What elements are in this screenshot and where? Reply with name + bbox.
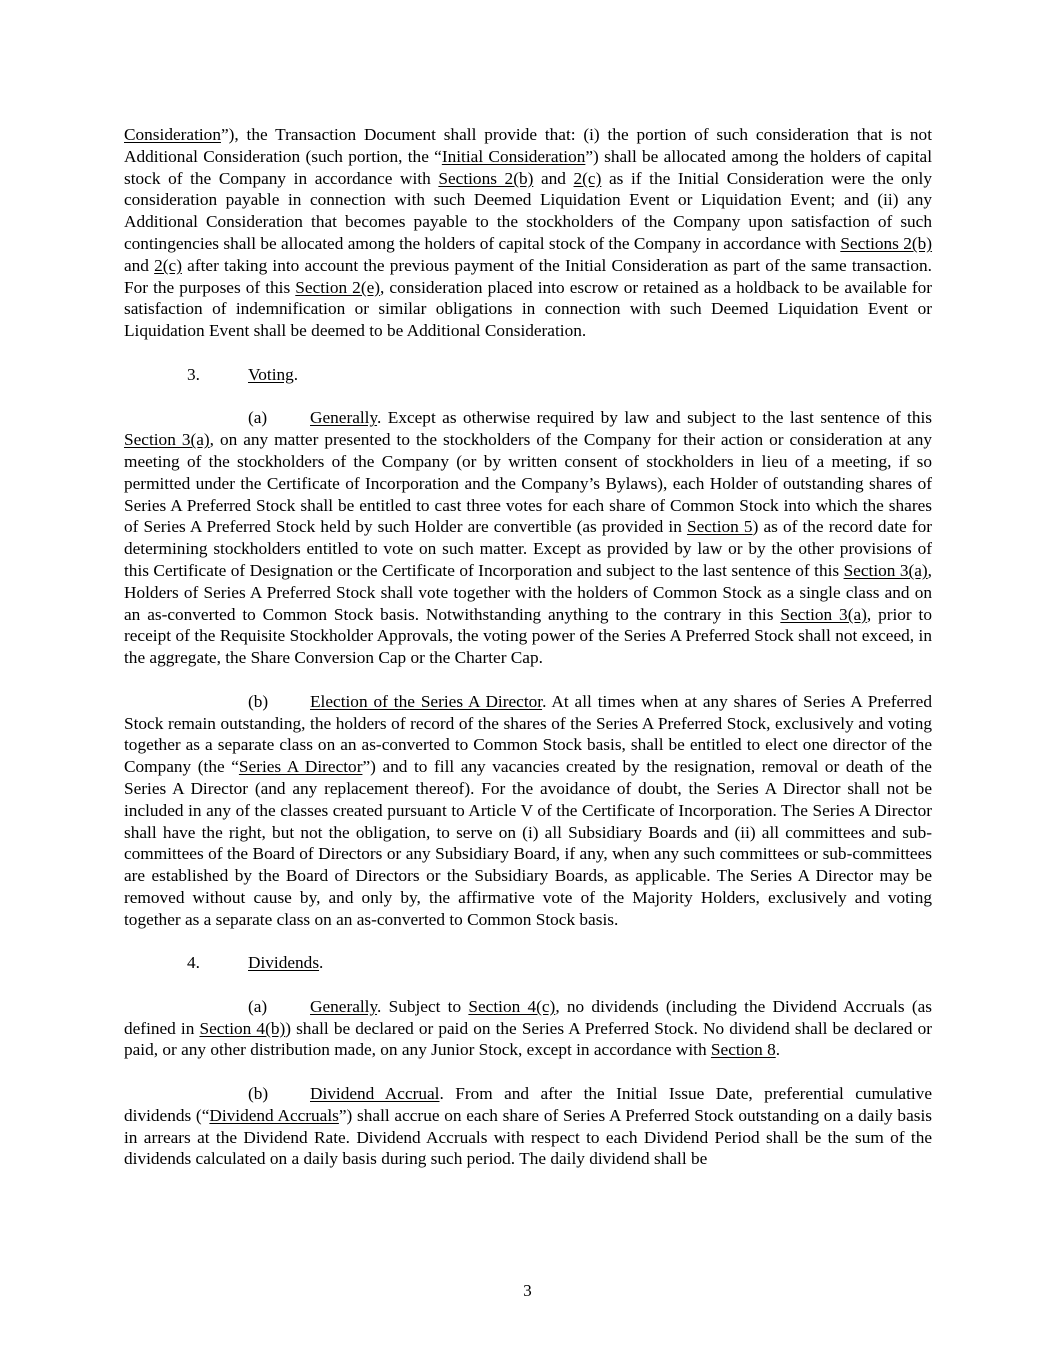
- subsection-marker: (a): [248, 996, 268, 1016]
- page-number: 3: [523, 1281, 532, 1300]
- section-4b-paragraph: (b) Dividend Accrual. From and after the Initial Issue Date, preferential cumulative dividends (“Dividend Accruals”) shall accrue on each share of Series A Preferred Stock outstanding on a daily basis in arrears at the Dividend Rate. Dividend Accruals with respect to each Dividend Period shall be the sum of the dividends calculated on a daily basis during such period. The daily dividend shall be: [124, 1084, 932, 1169]
- document-page: [124, 124, 932, 1170]
- section-reference: 2(c): [573, 168, 602, 188]
- defined-term: Dividend Accruals: [209, 1105, 339, 1125]
- section-reference: Section 2(e): [295, 277, 381, 297]
- section-reference: Section 3(a): [780, 604, 867, 624]
- section-title: Voting.: [248, 364, 299, 384]
- section-reference: 2(c): [154, 255, 182, 275]
- subsection-title: Election of the Series A Director: [310, 691, 543, 711]
- section-title: Dividends.: [248, 953, 324, 973]
- section-3b-paragraph: (b) Election of the Series A Director. At all times when at any shares of Series A Preferred Stock remain outstanding, the holders of record of the shares of the Series A Preferred Stock, exclusively and voting together as a separate class on an as-converted to Common Stock basis, shall be entitled to elect one director of the Company (the “Series A Director”) and to fill any vacancies created by the resignation, removal or death of the Series A Director (and any replacement thereof). For the avoidance of doubt, the Series A Director shall not be included in any of the classes created pursuant to Article V of the Certificate of Incorporation. The Series A Director shall have the right, but not the obligation, to serve on (i) all Subsidiary Boards and (ii) all committees and sub-committees of the Board of Directors or any Subsidiary Board, if any, when any such committees or sub-committees are established by the Board of Directors or the Subsidiary Boards, as applicable. The Series A Director may be removed without cause by, and only by, the affirmative vote of the Majority Holders, exclusively and voting together as a separate class on an as-converted to Common Stock basis.: [124, 691, 932, 929]
- section-reference: Section 3(a): [124, 430, 210, 450]
- defined-term: Initial Consideration: [441, 146, 586, 166]
- section-reference: Sections 2(b): [438, 168, 534, 188]
- section-reference: Section 8: [710, 1040, 776, 1060]
- section-4a-paragraph: (a) Generally. Subject to Section 4(c), no dividends (including the Dividend Accruals (as defined in Section 4(b)) shall be declared or paid on the Series A Preferred Stock. No dividend shall be declared or paid, or any other distribution made, on any Junior Stock, except in accordance with Section 8.: [124, 996, 932, 1060]
- defined-term: Series A Director: [238, 757, 363, 777]
- section-reference: Section 4(b): [199, 1018, 286, 1038]
- paragraph-consideration-continued: Consideration”), the Transaction Document shall provide that: (i) the portion of such consideration that is not Additional Consideration (such portion, the “Initial Consideration”) shall be allocated among the holders of capital stock of the Company in accordance with Sections 2(b) and 2(c) as if the Initial Consideration were the only consideration payable in connection with such Deemed Liquidation Event or Liquidation Event; and (ii) any Additional Consideration that becomes payable to the stockholders of the Company upon satisfaction of such contingencies shall be allocated among the holders of capital stock of the Company in accordance with Sections 2(b) and 2(c) after taking into account the previous payment of the Initial Consideration as part of the same transaction. For the purposes of this Section 2(e), consideration placed into escrow or retained as a holdback to be available for satisfaction of indemnification or similar obligations in connection with such Deemed Liquidation Event or Liquidation Event shall be deemed to be Additional Consideration.: [124, 125, 933, 341]
- subsection-marker: (b): [248, 1084, 269, 1104]
- section-3-heading: [124, 364, 932, 386]
- section-number: 3.: [187, 364, 200, 384]
- subsection-marker: (b): [248, 691, 269, 711]
- section-4-heading: [124, 952, 932, 974]
- defined-term: Consideration: [124, 125, 221, 144]
- subsection-marker: (a): [248, 408, 268, 428]
- section-number: 4.: [187, 953, 200, 973]
- section-reference: Section 4(c): [468, 996, 556, 1016]
- section-reference: Section 5: [686, 517, 753, 537]
- subsection-title: Dividend Accrual: [310, 1084, 440, 1104]
- section-reference: Section 3(a): [843, 560, 928, 580]
- section-3a-paragraph: (a) Generally. Except as otherwise required by law and subject to the last sentence of this Section 3(a), on any matter presented to the stockholders of the Company for their action or consideration at any meeting of the stockholders of the Company (or by written consent of stockholders in lieu of a meeting, if so permitted under the Certificate of Incorporation and the Company’s Bylaws), each Holder of outstanding shares of Series A Preferred Stock shall be entitled to cast three votes for each share of Common Stock into which the shares of Series A Preferred Stock held by such Holder are convertible (as provided in Section 5) as of the record date for determining stockholders entitled to vote on such matter. Except as provided by law or by the other provisions of this Certificate of Designation or the Certificate of Incorporation and subject to the last sentence of this Section 3(a), Holders of Series A Preferred Stock shall vote together with the holders of Common Stock as a single class and on an as-converted to Common Stock basis. Notwithstanding anything to the contrary in this Section 3(a), prior to receipt of the Requisite Stockholder Approvals, the voting power of the Series A Preferred Stock shall not exceed, in the aggregate, the Share Conversion Cap or the Charter Cap.: [124, 408, 932, 668]
- subsection-title: Generally: [310, 408, 378, 428]
- section-reference: Sections 2(b): [840, 233, 933, 253]
- subsection-title: Generally: [310, 996, 378, 1016]
